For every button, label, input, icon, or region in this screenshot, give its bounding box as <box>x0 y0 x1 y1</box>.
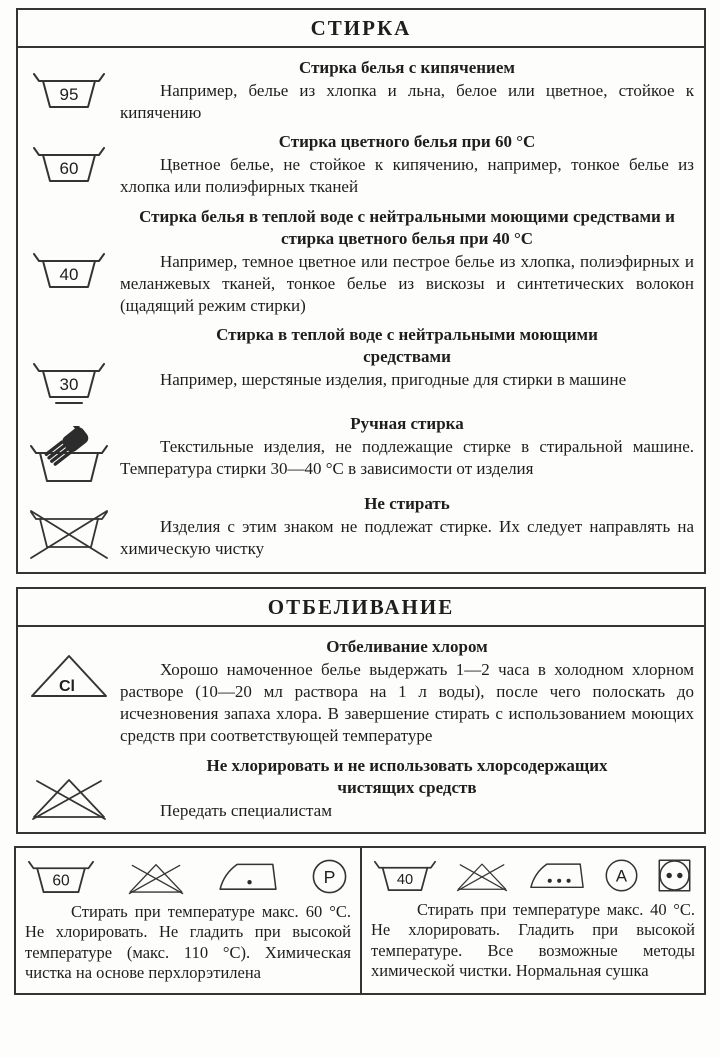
example-right-text: Стирать при температуре макс. 40 °С. Не хлорировать. Гладить при высокой температуре. Все возможные методы химической чистки. Нормальная сушка <box>371 899 695 981</box>
wash-entry-boil <box>18 57 694 124</box>
entry-body: Передать специалистам <box>160 800 332 820</box>
section-bleaching-title: ОТБЕЛИВАНИЕ <box>18 589 704 627</box>
wash-tub-30-gentle-icon <box>33 360 105 406</box>
bleaching-entries <box>18 627 704 832</box>
svg-text:A: A <box>615 866 628 886</box>
example-left-icons <box>25 856 351 902</box>
wash-tub-40-icon <box>374 858 436 893</box>
entry-heading: Стирка белья в теплой воде с нейтральными моющими средствами и стирка цветного белья при 40 °С <box>139 206 675 248</box>
svg-text:60: 60 <box>59 159 79 179</box>
svg-text:Cl: Cl <box>59 678 75 696</box>
wash-tub-60-icon <box>28 858 94 895</box>
washing-entries <box>18 48 704 572</box>
svg-text:P: P <box>323 866 336 887</box>
entry-heading: Стирка белья с кипячением <box>299 58 515 77</box>
wash-tub-95-icon <box>33 70 105 110</box>
do-not-bleach-icon <box>454 858 510 892</box>
symbol-cell <box>18 636 120 747</box>
bleach-entry-no-chlorine <box>18 755 694 822</box>
hand-glyph <box>38 426 91 467</box>
symbol-cell <box>18 206 120 317</box>
entry-body: Текстильные изделия, не подлежащие стирке в стиральной машине. Температура стирки 30—40 °С в зависимости от изделия <box>120 437 694 479</box>
entry-body: Например, белье из хлопка и льна, белое или цветное, стойкое к кипячению <box>120 81 694 123</box>
symbol-cell <box>18 755 120 822</box>
hand-wash-icon <box>27 426 111 486</box>
wash-entry-hand <box>18 413 694 486</box>
wash-tub-60-icon <box>33 144 105 184</box>
svg-text:30: 30 <box>59 375 79 395</box>
wash-entry-40 <box>18 206 694 317</box>
entry-heading: Не хлорировать и не использовать хлорсодержащих чистящих средств <box>206 755 608 797</box>
svg-text:40: 40 <box>59 264 79 284</box>
wash-entry-no-wash <box>18 493 694 562</box>
section-washing-title: СТИРКА <box>18 10 704 48</box>
section-washing <box>16 8 706 574</box>
svg-text:60: 60 <box>52 872 70 890</box>
bleach-entry-chlorine <box>18 636 694 747</box>
symbol-cell <box>18 324 120 406</box>
wash-entry-30 <box>18 324 694 406</box>
entry-heading: Ручная стирка <box>350 414 464 434</box>
dry-clean-a-icon <box>604 858 639 893</box>
example-left-text: Стирать при температуре макс. 60 °С. Не хлорировать. Не гладить при высокой температуре (макс. 110 °С). Химическая чистка на основе перхлорэтилена <box>25 901 351 983</box>
tumble-dry-normal-icon <box>657 858 692 893</box>
entry-body: Хорошо намоченное белье выдержать 1—2 часа в холодном хлорном растворе (10—20 мл раствора на 1 л воды), после чего полоскать до исчезновения запаха хлора. В завершение стирать с использованием моющих средств при соответствующей температуре <box>120 660 694 746</box>
do-not-wash-icon <box>27 506 111 562</box>
iron-one-dot-icon <box>217 858 279 894</box>
dry-clean-p-icon <box>311 858 348 895</box>
entry-heading: Не стирать <box>364 494 450 514</box>
do-not-bleach-icon <box>126 858 186 895</box>
wash-entry-60 <box>18 131 694 198</box>
section-examples <box>14 846 706 995</box>
example-label-left <box>16 848 360 993</box>
symbol-cell <box>18 493 120 562</box>
svg-text:95: 95 <box>59 85 79 104</box>
entry-body: Например, шерстяные изделия, пригодные для стирки в машине <box>160 370 627 390</box>
entry-heading: Стирка в теплой воде с нейтральными моющими средствами <box>216 325 598 367</box>
entry-body: Например, темное цветное или пестрое белье из хлопка, полиэфирных и меланжевых тканей, тонкое белье из вискозы и синтетических волокон (щадящий режим стирки) <box>120 251 694 315</box>
entry-body: Цветное белье, не стойкое к кипячению, например, тонкое белье из хлопка или полиэфирных тканей <box>120 155 694 197</box>
section-bleaching <box>16 587 706 834</box>
entry-heading: Стирка цветного белья при 60 °С <box>278 132 536 152</box>
entry-heading: Отбеливание хлором <box>326 637 488 657</box>
entry-body: Изделия с этим знаком не подлежат стирке. Их следует направлять на химическую чистку <box>120 517 694 559</box>
wash-tub-40-icon <box>33 250 105 290</box>
chlorine-bleach-icon <box>29 652 109 700</box>
symbol-cell <box>18 131 120 198</box>
symbol-cell <box>18 57 120 124</box>
iron-three-dots-icon <box>528 858 586 892</box>
svg-text:40: 40 <box>396 871 414 888</box>
example-right-icons <box>371 856 695 900</box>
do-not-bleach-icon <box>29 771 109 821</box>
example-label-right <box>360 848 704 993</box>
symbol-cell <box>18 413 120 486</box>
